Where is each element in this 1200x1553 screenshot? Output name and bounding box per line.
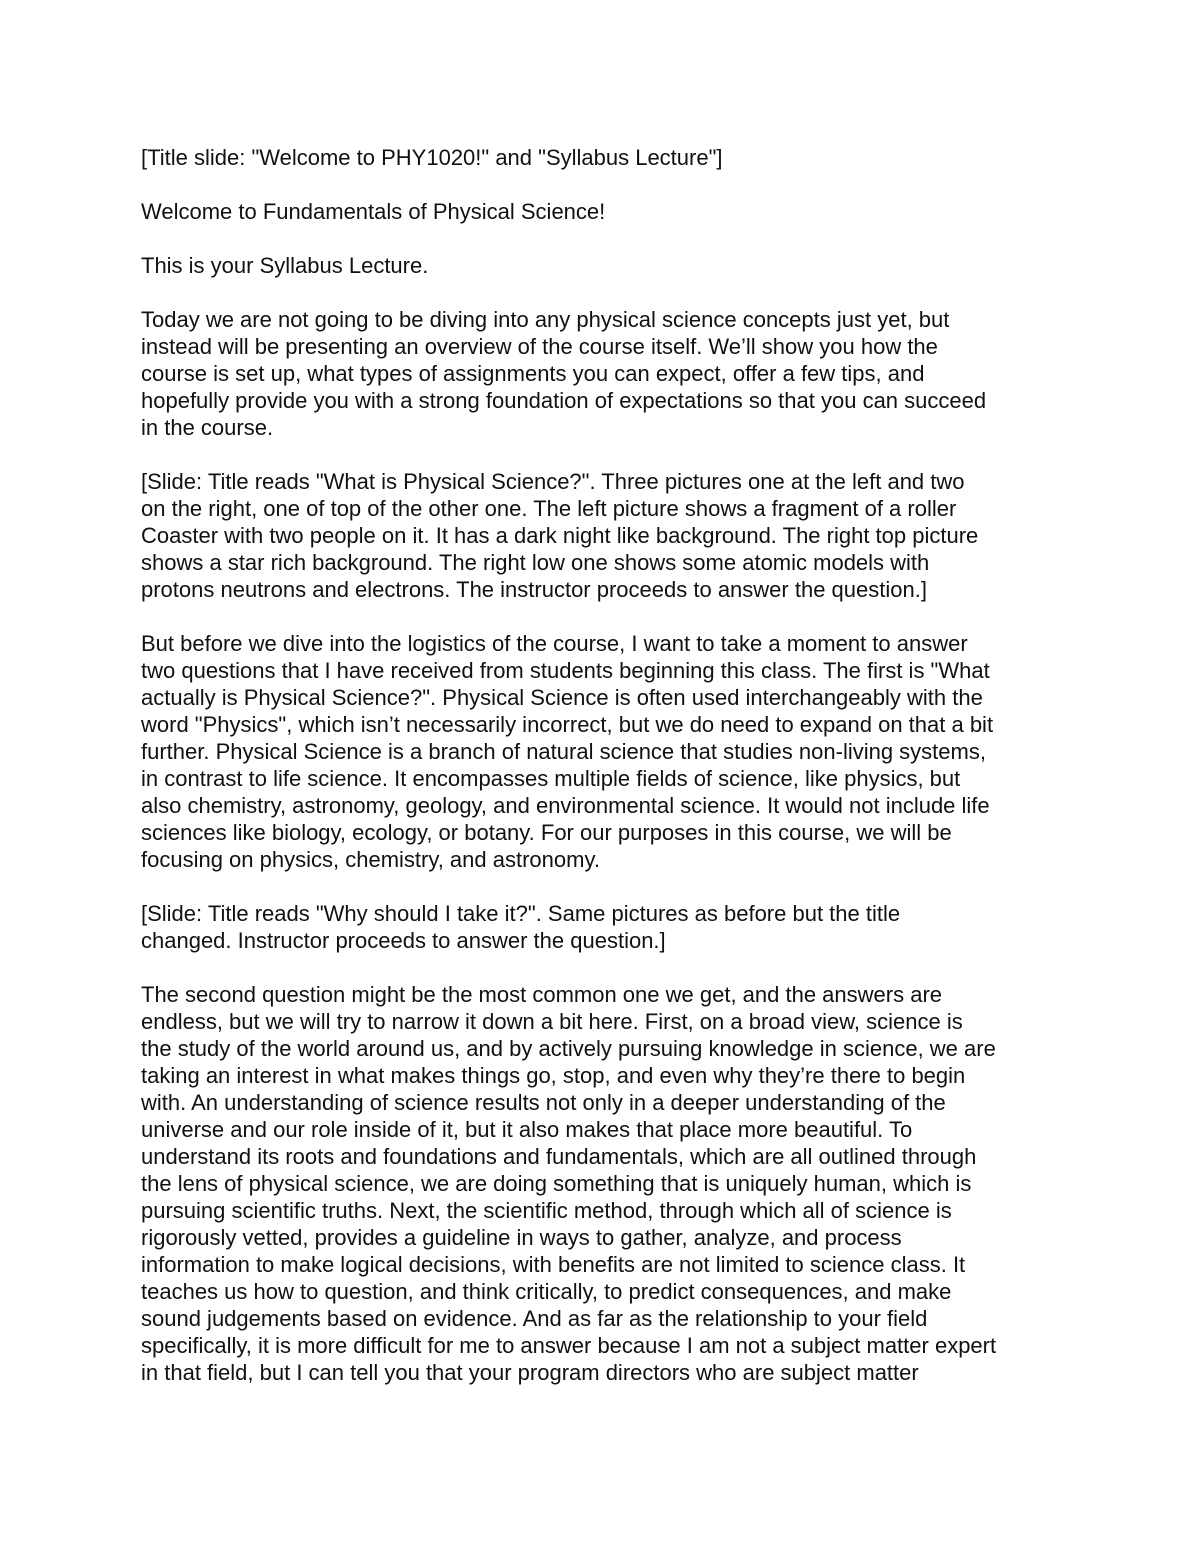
title-slide-note: [Title slide: "Welcome to PHY1020!" and "Syllabus Lecture"] xyxy=(141,145,723,170)
slide-what-is-physical-science-note: [Slide: Title reads "What is Physical Science?". Three pictures one at the left and two on the right, one of top of the other one. The left picture shows a fragment of a roller Coaster with two people on it. It has a dark night like background. The right top picture shows a star rich background. The right low one shows some atomic models with protons neutrons and electrons. The instructor proceeds to answer the question.] xyxy=(141,469,979,602)
physical-science-definition-paragraph: But before we dive into the logistics of the course, I want to take a moment to answer two questions that I have received from students beginning this class. The first is "What actually is Physical Science?". Physical Science is often used interchangeably with the word "Physics", which isn’t necessarily incorrect, but we do need to expand on that a bit further. Physical Science is a branch of natural science that studies non-living systems, in contrast to life science. It encompasses multiple fields of science, like physics, but also chemistry, astronomy, geology, and environmental science. It would not include life sciences like biology, ecology, or botany. For our purposes in this course, we will be focusing on physics, chemistry, and astronomy. xyxy=(141,631,994,872)
document-body xyxy=(141,144,1066,1386)
overview-paragraph: Today we are not going to be diving into any physical science concepts just yet, but instead will be presenting an overview of the course itself. We’ll show you how the course is set up, what types of assignments you can expect, offer a few tips, and hopefully provide you with a strong foundation of expectations so that you can succeed in the course. xyxy=(141,307,987,440)
welcome-paragraph: Welcome to Fundamentals of Physical Science! xyxy=(141,199,606,224)
syllabus-lecture-paragraph: This is your Syllabus Lecture. xyxy=(141,253,429,278)
why-take-it-paragraph: The second question might be the most common one we get, and the answers are endless, but we will try to narrow it down a bit here. First, on a broad view, science is the study of the world around us, and by actively pursuing knowledge in science, we are taking an interest in what makes things go, stop, and even why they’re there to begin with. An understanding of science results not only in a deeper understanding of the universe and our role inside of it, but it also makes that place more beautiful. To understand its roots and foundations and fundamentals, which are all outlined through the lens of physical science, we are doing something that is uniquely human, which is pursuing scientific truths. Next, the scientific method, through which all of science is rigorously vetted, provides a guideline in ways to gather, analyze, and process information to make logical decisions, with benefits are not limited to science class. It teaches us how to question, and think critically, to predict consequences, and make sound judgements based on evidence. And as far as the relationship to your field specifically, it is more difficult for me to answer because I am not a subject matter expert in that field, but I can tell you that your program directors who are subject matter xyxy=(141,982,997,1385)
slide-why-take-it-note: [Slide: Title reads "Why should I take it?". Same pictures as before but the title changed. Instructor proceeds to answer the question.] xyxy=(141,901,901,953)
